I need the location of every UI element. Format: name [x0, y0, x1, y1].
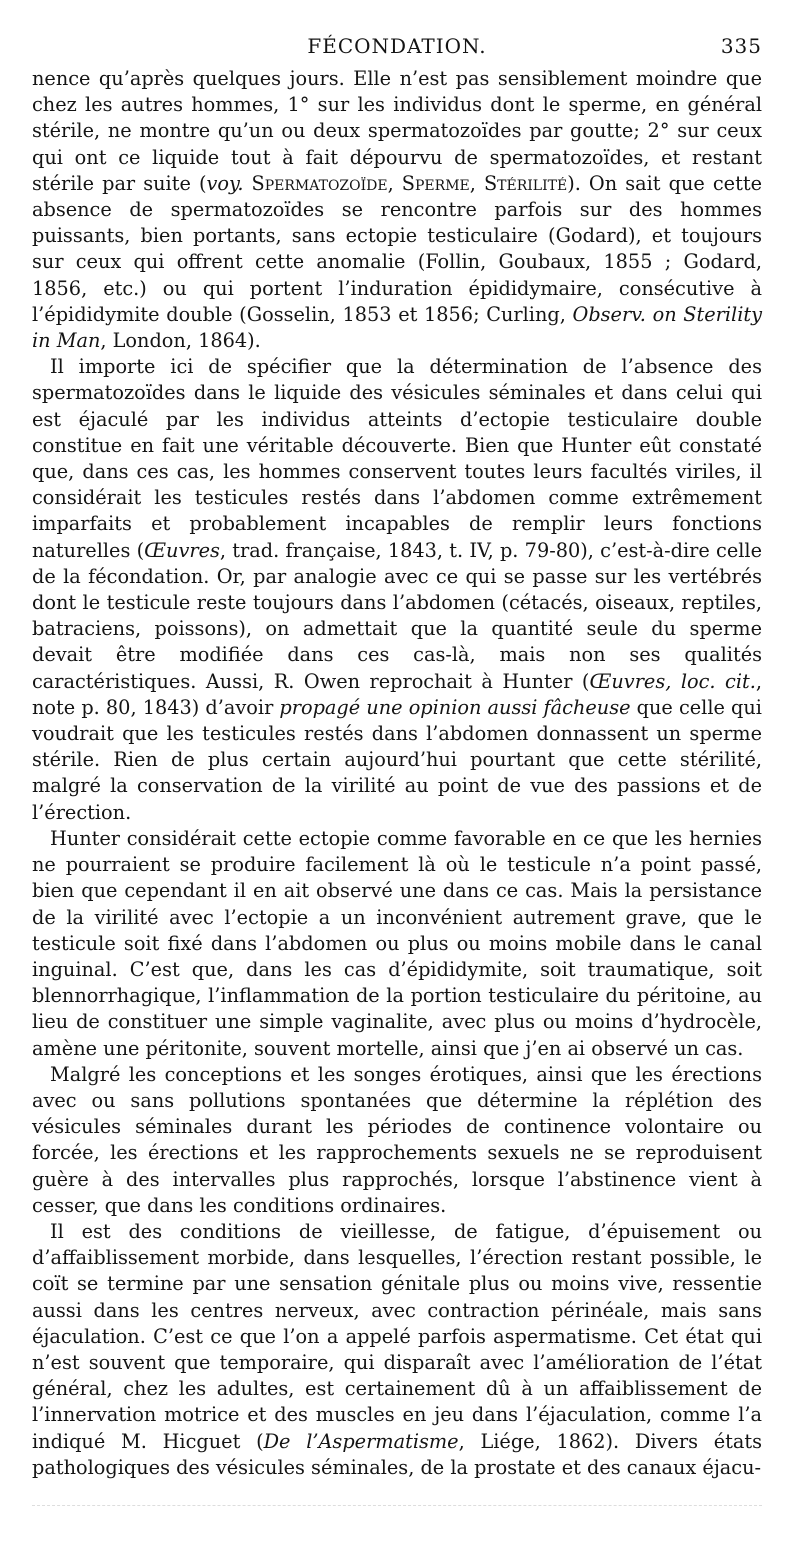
scan-artifact-line: [32, 1505, 762, 1512]
paragraph-5: Il est des conditions de vieillesse, de fatigue, d’épuisement ou d’affaiblissement morbide, dans lesquelles, l’érection restant possible, le coït se termine par une sensation génitale plus ou moins vive, ressentie aussi dans les centres nerveux, avec contraction périnéale, mais sans éjaculation. C’est ce que l’on a appelé parfois aspermatisme. Cet état qui n’est souvent que temporaire, qui disparaît avec l’amélioration de l’état général, chez les adultes, est certainement dû à un affaiblissement de l’innervation motrice et des muscles en jeu dans l’éjaculation, comme l’a indiqué M. Hicguet (De l’Aspermatisme, Liége, 1862). Divers états pathologiques des vésicules séminales, de la prostate et des canaux éjacu-: [32, 1219, 762, 1479]
cited-work-curling: Observ. on Sterility in Man: [32, 302, 762, 353]
cross-references: Spermatozoïde, Sperme, Stérilité: [243, 171, 568, 195]
page-number: 335: [720, 34, 762, 58]
body-text: [32, 66, 762, 1481]
cited-work-oeuvres-loc: Œuvres, loc. cit.: [589, 669, 756, 693]
paragraph-1: nence qu’après quelques jours. Elle n’est pas sensiblement moindre que chez les autres hommes, 1° sur les individus dont le sperme, en général stérile, ne montre qu’un ou deux spermatozoïdes par goutte; 2° sur ceux qui ont ce liquide tout à fait dépourvu de spermatozoïdes, et restant stérile par suite (voy. Spermatozoïde, Sperme, Stérilité). On sait que cette absence de spermatozoïdes se rencontre parfois sur des hommes puissants, bien portants, sans ectopie testiculaire (Godard), et toujours sur ceux qui offrent cette anomalie (Follin, Goubaux, 1855 ; Godard, 1856, etc.) ou qui portent l’induration épididymaire, consécutive à l’épididymite double (Gosselin, 1853 et 1856; Curling, Observ. on Sterility in Man, London, 1864).: [32, 67, 762, 353]
cited-work-oeuvres: Œuvres: [144, 538, 220, 562]
running-title: FÉCONDATION.: [307, 34, 487, 58]
voy-abbrev: voy.: [206, 171, 244, 195]
paragraph-4: Malgré les conceptions et les songes érotiques, ainsi que les érections avec ou sans pollutions spontanées que détermine la réplétion des vésicules séminales durant les périodes de continence volontaire ou forcée, les érections et les rapprochements sexuels ne se reproduisent guère à des intervalles plus rapprochés, lorsque l’abstinence vient à cesser, que dans les conditions ordinaires.: [32, 1062, 762, 1217]
cited-work-hicguet: De l’Aspermatisme: [263, 1429, 459, 1453]
paragraph-3: Hunter considérait cette ectopie comme favorable en ce que les hernies ne pourraient se produire facilement là où le testicule n’a point passé, bien que cependant il en ait observé une dans ce cas. Mais la persistance de la virilité avec l’ectopie a un inconvénient autrement grave, que le testicule soit fixé dans l’abdomen ou plus ou moins mobile dans le canal inguinal. C’est que, dans les cas d’épididymite, soit traumatique, soit blennorrhagique, l’inflammation de la portion testiculaire du péritoine, au lieu de constituer une simple vaginalite, avec plus ou moins d’hydrocèle, amène une péritonite, souvent mortelle, ainsi que j’en ai observé un cas.: [32, 826, 762, 1060]
running-head: [32, 34, 762, 64]
paragraph-2: Il importe ici de spécifier que la détermination de l’absence des spermatozoïdes dans le liquide des vésicules séminales et dans celui qui est éjaculé par les individus atteints d’ectopie testiculaire double constitue en fait une véritable découverte. Bien que Hunter eût constaté que, dans ces cas, les hommes conservent toutes leurs facultés viriles, il considérait les testicules restés dans l’abdomen comme extrêmement imparfaits et probablement incapables de remplir leurs fonctions naturelles (Œuvres, trad. française, 1843, t. IV, p. 79-80), c’est-à-dire celle de la fécondation. Or, par analogie avec ce qui se passe sur les vertébrés dont le testicule reste toujours dans l’abdomen (cétacés, oiseaux, reptiles, batraciens, poissons), on admettait que la quantité seule du sperme devait être modifiée dans ces cas-là, mais non ses qualités caractéristiques. Aussi, R. Owen reprochait à Hunter (Œuvres, loc. cit., note p. 80, 1843) d’avoir propagé une opinion aussi fâcheuse que celle qui voudrait que les testicules restés dans l’abdomen donnassent un sperme stérile. Rien de plus certain aujourd’hui pourtant que cette stérilité, malgré la conservation de la virilité au point de vue des passions et de l’érection.: [32, 355, 763, 824]
owen-quote: propagé une opinion aussi fâcheuse: [279, 695, 631, 719]
